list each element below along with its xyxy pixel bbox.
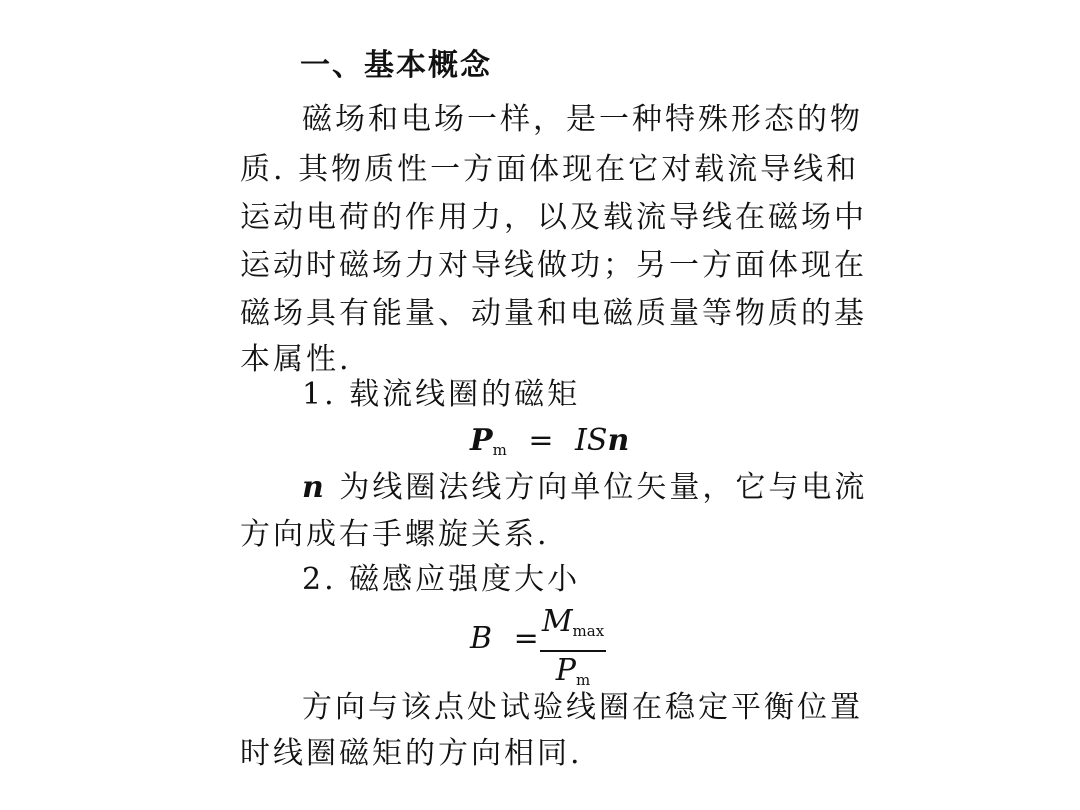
formula1-rhs-n: n [607,423,630,458]
paragraph3-line1: 方向与该点处试验线圈在稳定平衡位置 [302,690,863,725]
formula1-lhs: P [470,423,493,458]
paragraph1-line5: 磁场具有能量、动量和电磁质量等物质的基 [240,296,867,331]
item1-title: 1. 载流线圈的磁矩 [302,377,581,412]
formula-b-fraction [540,605,606,697]
formula1-eq: = [528,423,554,458]
fraction-numerator [540,605,606,648]
fraction-denominator-sub: m [575,671,591,689]
item2-title: 2. 磁感应强度大小 [302,562,581,597]
paragraph1-line2: 质. 其物质性一方面体现在它对载流导线和 [240,152,860,187]
formula-magnetic-moment [470,423,629,459]
fraction-bar [540,650,606,652]
paragraph2-line1-text: 为线圈法线方向单位矢量，它与电流 [326,470,868,505]
paragraph1-line6: 本属性. [240,342,352,377]
paragraph3-line2: 时线圈磁矩的方向相同. [240,736,583,771]
paragraph1-line3: 运动电荷的作用力，以及载流导线在磁场中 [240,200,867,235]
fraction-denominator-symbol: P [555,653,576,688]
paragraph1-line4: 运动时磁场力对导线做功；另一方面体现在 [240,248,867,283]
fraction-numerator-symbol: M [541,604,573,639]
formula-b-lhs [470,621,539,656]
paragraph2-symbol: n [302,470,327,505]
formula2-eq: = [513,621,539,656]
paragraph1-line1: 磁场和电场一样，是一种特殊形态的物 [302,102,863,137]
formula1-lhs-sub: m [492,441,507,459]
formula2-lhs: B [470,621,493,656]
section-heading: 一、基本概念 [300,48,492,83]
formula1-rhs-is: IS [575,423,608,458]
fraction-numerator-sub: max [572,622,605,640]
paragraph2-line2: 方向成右手螺旋关系. [240,517,550,552]
paragraph2-line1 [302,468,867,508]
